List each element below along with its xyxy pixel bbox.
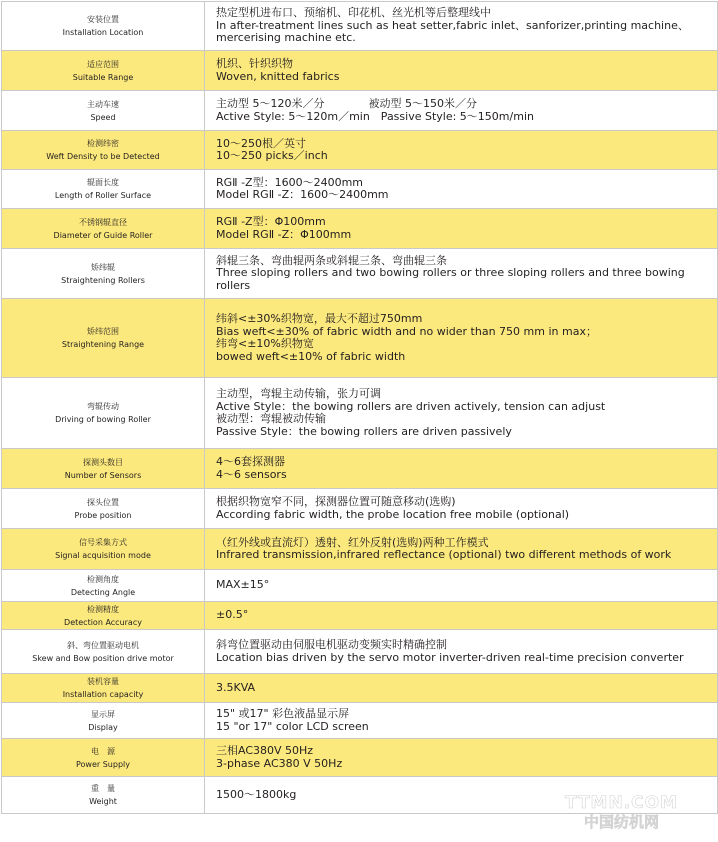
- spec-label-zh: 探测头数目: [83, 457, 123, 467]
- spec-label-zh: 矫纬范围: [87, 327, 119, 336]
- spec-label-en: Speed: [90, 112, 116, 122]
- spec-value-cell: [205, 2, 718, 51]
- spec-value-line: rollers: [216, 278, 251, 292]
- spec-label-zh: 辊面长度: [87, 178, 119, 187]
- spec-value-line: RGⅡ -Z型：Φ100mm: [216, 215, 326, 228]
- spec-row: [2, 91, 718, 131]
- spec-table: [1, 1, 718, 814]
- spec-value-cell: [205, 602, 718, 630]
- spec-label-en: Number of Sensors: [64, 470, 142, 480]
- spec-value-line: 10～250根／英寸: [216, 136, 306, 150]
- spec-value-cell: [205, 489, 718, 529]
- spec-label-zh: 电 源: [91, 746, 115, 756]
- spec-label-zh: 检测精度: [87, 604, 119, 614]
- spec-value-line: Passive Style：the bowing rollers are driven passively: [216, 424, 512, 438]
- spec-value-line: Three sloping rollers and two bowing rollers or three sloping rollers and three bowing: [216, 266, 685, 280]
- spec-label-zh: 探头位置: [87, 497, 119, 507]
- spec-value-line: Model RGⅡ -Z：Φ100mm: [216, 227, 352, 241]
- spec-value-line: 斜辊三条、弯曲辊两条或斜辊三条、弯曲辊三条: [216, 253, 447, 267]
- spec-row: [2, 570, 718, 602]
- spec-value-cell: [205, 630, 718, 674]
- spec-label-cell: [2, 209, 205, 249]
- spec-label-cell: [2, 131, 205, 170]
- spec-value-line: 根据织物宽窄不同，探测器位置可随意移动(选购): [216, 495, 456, 508]
- spec-value-line: （红外线或直流灯）透射、红外反射(选购)两种工作模式: [216, 535, 489, 549]
- spec-label-zh: 主动车速: [87, 99, 119, 109]
- spec-label-cell: [2, 777, 205, 814]
- spec-label-zh: 适应范围: [87, 59, 119, 69]
- spec-value-line: Infrared transmission,infrared reflectance (optional) two different methods of work: [216, 548, 672, 561]
- spec-label-en: Weight: [89, 797, 117, 806]
- spec-label-zh: 装机容量: [87, 677, 119, 686]
- spec-row: [2, 51, 718, 91]
- spec-label-en: Diameter of Guide Roller: [53, 230, 153, 240]
- spec-value-cell: [205, 378, 718, 449]
- spec-value-line: 纬斜<±30%织物宽，最大不超过750mm: [216, 312, 423, 325]
- spec-value-line: 3.5KVA: [216, 680, 256, 694]
- spec-label-cell: [2, 51, 205, 91]
- spec-label-en: Probe position: [74, 510, 132, 520]
- spec-row: [2, 674, 718, 703]
- spec-value-line: According fabric width, the probe location free mobile (optional): [216, 507, 570, 521]
- spec-label-cell: [2, 674, 205, 703]
- spec-value-line: 3-phase AC380 V 50Hz: [216, 756, 343, 770]
- spec-value-line: 主动型，弯辊主动传输，张力可调: [216, 387, 381, 400]
- spec-value-cell: [205, 674, 718, 703]
- spec-value-line: 10～250 picks／inch: [216, 149, 328, 162]
- spec-label-en: Weft Density to be Detected: [46, 152, 160, 161]
- spec-value-line: bowed weft<±10% of fabric width: [216, 349, 406, 363]
- spec-value-cell: [205, 249, 718, 299]
- spec-value-cell: [205, 299, 718, 378]
- spec-label-cell: [2, 249, 205, 299]
- spec-value-line: Active Style: 5～120m／min Passive Style: 5～150m/min: [216, 109, 534, 123]
- spec-value-line: MAX±15°: [216, 578, 270, 592]
- spec-value-cell: [205, 529, 718, 570]
- spec-value-line: 15 "or 17" color LCD screen: [216, 719, 369, 733]
- spec-label-cell: [2, 602, 205, 630]
- spec-row: [2, 2, 718, 51]
- spec-label-en: Detecting Angle: [70, 587, 136, 597]
- spec-label-en: Straightening Rollers: [61, 275, 145, 285]
- spec-value-line: Bias weft<±30% of fabric width and no wider than 750 mm in max；: [216, 324, 597, 338]
- spec-label-cell: [2, 91, 205, 131]
- spec-label-zh: 矫纬辊: [91, 262, 115, 272]
- spec-label-en: Signal acquisition mode: [55, 551, 151, 560]
- spec-value-line: Active Style：the bowing rollers are driven actively, tension can adjust: [216, 399, 606, 413]
- spec-label-en: Straightening Range: [61, 340, 145, 349]
- watermark-text-zh: 中国纺机网: [583, 813, 659, 831]
- spec-value-cell: [205, 51, 718, 91]
- spec-value-line: 机织、针织织物: [216, 57, 293, 70]
- spec-label-cell: [2, 489, 205, 529]
- spec-label-en: Power Supply: [76, 759, 130, 769]
- spec-label-zh: 信号采集方式: [79, 538, 127, 547]
- spec-row: [2, 131, 718, 170]
- spec-value-line: RGⅡ -Z型：1600～2400mm: [216, 175, 364, 189]
- spec-label-zh: 重 量: [91, 784, 115, 793]
- spec-label-cell: [2, 739, 205, 777]
- spec-label-en: Display: [88, 722, 118, 732]
- spec-value-line: 斜弯位置驱动由伺服电机驱动变频实时精确控制: [216, 638, 447, 651]
- spec-row: [2, 739, 718, 777]
- spec-value-cell: [205, 777, 718, 814]
- spec-label-cell: [2, 529, 205, 570]
- spec-value-cell: [205, 91, 718, 131]
- spec-row: [2, 209, 718, 249]
- spec-label-en: Installation capacity: [62, 690, 144, 699]
- spec-label-cell: [2, 449, 205, 489]
- spec-label-en: Skew and Bow position drive motor: [32, 653, 174, 663]
- spec-value-line: 被动型：弯辊被动传输: [216, 412, 326, 425]
- spec-label-en: Detection Accuracy: [64, 617, 142, 627]
- spec-row: [2, 299, 718, 378]
- spec-value-cell: [205, 703, 718, 739]
- spec-row: [2, 602, 718, 630]
- spec-label-cell: [2, 378, 205, 449]
- spec-label-cell: [2, 170, 205, 209]
- spec-label-cell: [2, 2, 205, 51]
- spec-label-zh: 显示屏: [91, 709, 115, 719]
- spec-label-cell: [2, 630, 205, 674]
- spec-value-cell: [205, 570, 718, 602]
- spec-value-line: 纬弯<±10%织物宽: [216, 337, 314, 350]
- spec-value-line: 15" 或17" 彩色液晶显示屏: [216, 707, 350, 720]
- watermark-text-en: TTMN.COM: [564, 793, 678, 813]
- spec-label-zh: 不锈钢辊直径: [79, 217, 127, 227]
- spec-label-zh: 检测纬密: [87, 139, 119, 148]
- spec-value-cell: [205, 131, 718, 170]
- spec-label-zh: 弯辊传动: [87, 402, 119, 411]
- spec-row: [2, 777, 718, 814]
- spec-row: [2, 249, 718, 299]
- spec-value-line: mercerising machine etc.: [216, 31, 356, 45]
- spec-row: [2, 529, 718, 570]
- spec-row: [2, 703, 718, 739]
- spec-row: [2, 378, 718, 449]
- spec-value-line: ±0.5°: [216, 608, 249, 622]
- spec-value-line: 4～6套探测器: [216, 455, 285, 468]
- spec-row: [2, 449, 718, 489]
- spec-value-line: Woven, knitted fabrics: [216, 69, 340, 83]
- spec-row: [2, 630, 718, 674]
- spec-value-line: 热定型机进布口、预缩机、印花机、丝光机等后整理线中: [216, 6, 491, 20]
- spec-label-en: Length of Roller Surface: [54, 191, 152, 200]
- spec-label-cell: [2, 570, 205, 602]
- spec-value-line: 1500～1800kg: [216, 787, 297, 801]
- spec-label-cell: [2, 703, 205, 739]
- spec-label-cell: [2, 299, 205, 378]
- spec-label-zh: 斜、弯位置驱动电机: [67, 640, 139, 650]
- spec-label-zh: 安装位置: [87, 15, 119, 24]
- spec-value-line: In after-treatment lines such as heat setter,fabric inlet、sanforizer,printing machine、: [216, 18, 689, 32]
- spec-value-line: 4～6 sensors: [216, 467, 287, 481]
- spec-value-cell: [205, 739, 718, 777]
- spec-value-line: Model RGⅡ -Z：1600～2400mm: [216, 188, 389, 201]
- spec-value-line: Location bias driven by the servo motor inverter-driven real-time precision converter: [216, 650, 684, 664]
- spec-value-line: 三相AC380V 50Hz: [216, 744, 314, 757]
- spec-value-line: 主动型 5～120米／分 被动型 5～150米／分: [216, 97, 477, 110]
- spec-label-en: Installation Location: [62, 28, 144, 37]
- spec-label-en: Suitable Range: [72, 72, 134, 82]
- spec-label-zh: 检测角度: [87, 574, 119, 584]
- spec-row: [2, 489, 718, 529]
- spec-row: [2, 170, 718, 209]
- spec-value-cell: [205, 449, 718, 489]
- spec-value-cell: [205, 170, 718, 209]
- spec-value-cell: [205, 209, 718, 249]
- spec-label-en: Driving of bowing Roller: [55, 415, 151, 424]
